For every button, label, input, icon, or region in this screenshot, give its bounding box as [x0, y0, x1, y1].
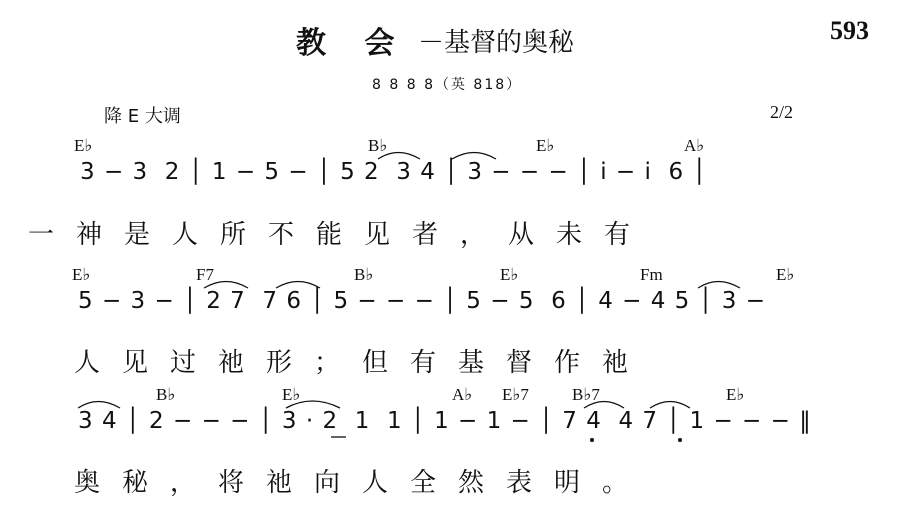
- chord: E♭7: [502, 385, 529, 404]
- chord: E♭: [72, 265, 91, 284]
- chord: B♭: [156, 385, 176, 404]
- chord: Fm: [640, 265, 663, 284]
- hymn-title: 教 会: [296, 26, 409, 61]
- chord: E♭: [500, 265, 519, 284]
- notation-line: 5 − 3 − │ 2 7 7 6 │ 5 − − − │ 5 − 5 6 │ 4 − 4 5 │ 3 −: [78, 288, 766, 314]
- lyric-line: 人见过祂形；但有基督作祂: [74, 348, 651, 378]
- meter-label: 8 8 8 8（英 818）: [372, 77, 523, 93]
- chord: B♭: [368, 136, 388, 155]
- chord: A♭: [684, 136, 705, 155]
- notation-line: 3 − 3 2 │ 1 − 5 − │ 5 2 3 4 │ 3 − − − │ i − i 6 │: [80, 159, 708, 185]
- time-signature: 2/2: [770, 102, 794, 122]
- lyric-line: 一神是人所不能见者，从未有: [28, 220, 653, 250]
- chord: E♭: [282, 385, 301, 404]
- octave-dot: [678, 438, 682, 442]
- chord: E♭: [74, 136, 93, 155]
- chord: A♭: [452, 385, 473, 404]
- notation-line: 3 4 │ 2 − − − │ 3 · 2 1 1 │ 1 − 1 − │ 7 4 4 7 │ 1 − − − ‖: [78, 408, 812, 434]
- octave-dot: [590, 438, 594, 442]
- chord: E♭: [536, 136, 555, 155]
- lyric-line: 奥秘，将祂向人全然表明。: [74, 468, 651, 498]
- chord: E♭: [726, 385, 745, 404]
- chord: B♭7: [572, 385, 600, 404]
- chord: B♭: [354, 265, 374, 284]
- chord: F7: [196, 265, 214, 284]
- chord: E♭: [776, 265, 795, 284]
- hymn-number: 593: [830, 16, 869, 45]
- key-signature: 降 E 大调: [104, 106, 181, 127]
- hymn-subtitle: －基督的奥秘: [418, 28, 575, 58]
